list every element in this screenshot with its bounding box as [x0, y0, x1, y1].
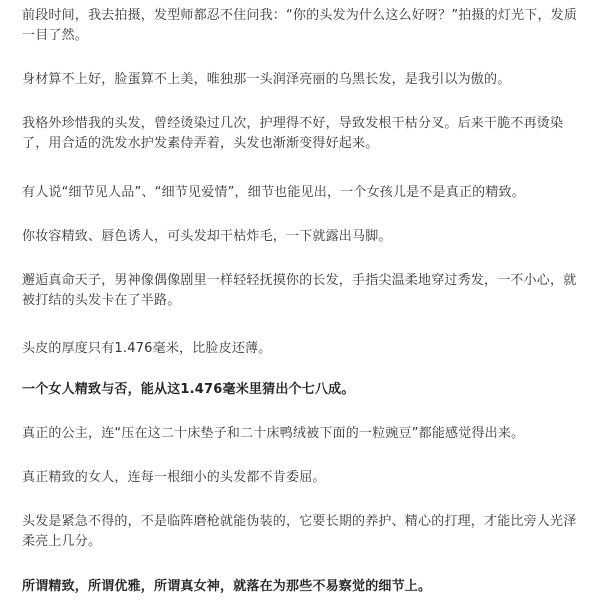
- paragraph-5: 你妆容精致、唇色诱人，可头发却干枯炸毛，一下就露出马脚。: [22, 229, 392, 244]
- paragraph-9: 真正的公主，连“压在这二十床垫子和二十床鸭绒被下面的一粒豌豆”都能感觉得出来。: [22, 426, 525, 441]
- paragraph-2: 身材算不上好，脸蛋算不上美，唯独那一头润泽亮丽的乌黑长发，是我引以为傲的。: [22, 72, 511, 87]
- paragraph-1: 前段时间，我去拍摄，发型师都忍不住问我：“你的头发为什么这么好呀？”拍摄的灯光下，发质一目了然。: [22, 8, 578, 43]
- paragraph-7: 头皮的厚度只有1.476毫米，比脸皮还薄。: [22, 341, 272, 356]
- paragraph-3: 我格外珍惜我的头发，曾经烫染过几次，护理得不好，导致发根干枯分叉。后来干脆不再烫染了，用合适的洗发水护发素侍弄着，头发也渐渐变得好起来。: [22, 116, 564, 151]
- paragraph-12-bold: 所谓精致，所谓优雅，所谓真女神，就落在为那些不易察觉的细节上。: [22, 579, 432, 594]
- paragraph-8-bold: 一个女人精致与否，能从这1.476毫米里猜出个七八成。: [22, 382, 355, 397]
- paragraph-11: 头发是紧急不得的，不是临阵磨枪就能伪装的，它要长期的养护、精心的打理，才能比旁人光泽柔亮上几分。: [22, 514, 577, 549]
- paragraph-4: 有人说“细节见人品”、“细节见爱情”，细节也能见出，一个女孩儿是不是真正的精致。: [22, 185, 525, 200]
- paragraph-6: 邂逅真命天子，男神像偶像剧里一样轻轻抚摸你的长发，手指尖温柔地穿过秀发，一不小心，就被打结的头发卡在了半路。: [22, 273, 577, 308]
- paragraph-10: 真正精致的女人，连每一根细小的头发都不肯委屈。: [22, 470, 326, 485]
